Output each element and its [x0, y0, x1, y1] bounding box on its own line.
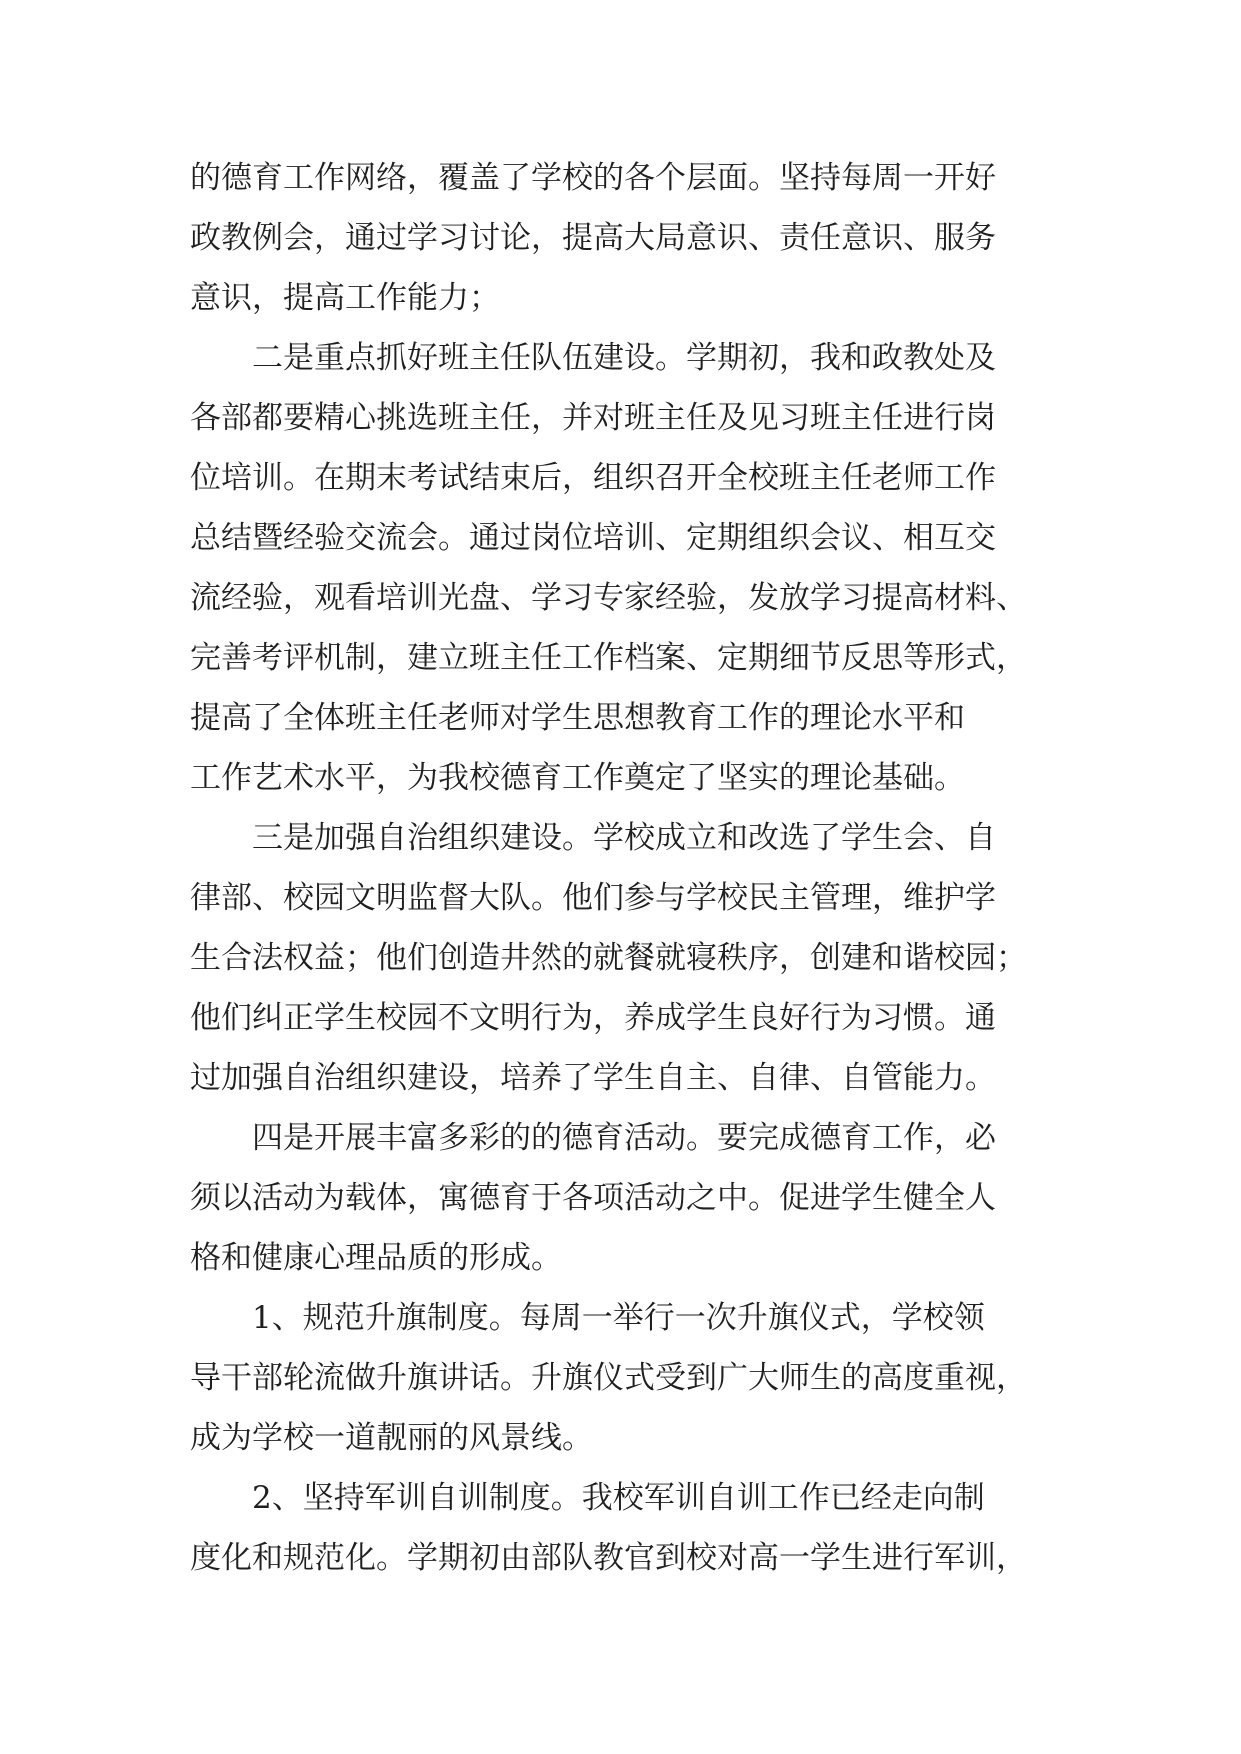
text-line: 过加强自治组织建设，培养了学生自主、自律、自管能力。	[190, 1060, 996, 1096]
text-line: 工作艺术水平，为我校德育工作奠定了坚实的理论基础。	[190, 760, 965, 796]
text-line: 各部都要精心挑选班主任，并对班主任及见习班主任进行岗	[190, 400, 996, 436]
paragraph-4	[190, 1108, 1070, 1288]
text-line: 位培训。在期末考试结束后，组织召开全校班主任老师工作	[190, 460, 996, 496]
paragraph-2	[190, 328, 1070, 808]
paragraph-1	[190, 148, 1070, 328]
text-line: 的德育工作网络，覆盖了学校的各个层面。坚持每周一开好	[190, 160, 996, 196]
text-line: 意识，提高工作能力；	[190, 280, 500, 316]
text-line: 流经验，观看培训光盘、学习专家经验，发放学习提高材料、	[190, 580, 1027, 616]
text-line: 生合法权益；他们创造井然的就餐就寝秩序，创建和谐校园；	[190, 940, 1027, 976]
text-line: 导干部轮流做升旗讲话。升旗仪式受到广大师生的高度重视，	[190, 1360, 1027, 1396]
text-line: 完善考评机制，建立班主任工作档案、定期细节反思等形式，	[190, 640, 1027, 676]
text-line: 2、坚持军训自训制度。我校军训自训工作已经走向制	[252, 1480, 985, 1516]
text-line: 三是加强自治组织建设。学校成立和改选了学生会、自	[252, 820, 996, 856]
document-body	[190, 148, 1070, 1588]
text-line: 他们纠正学生校园不文明行为，养成学生良好行为习惯。通	[190, 1000, 996, 1036]
paragraph-3	[190, 808, 1070, 1108]
text-line: 度化和规范化。学期初由部队教官到校对高一学生进行军训，	[190, 1540, 1027, 1576]
text-line: 格和健康心理品质的形成。	[190, 1240, 562, 1276]
text-line: 须以活动为载体，寓德育于各项活动之中。促进学生健全人	[190, 1180, 996, 1216]
paragraph-5	[190, 1288, 1070, 1468]
text-line: 二是重点抓好班主任队伍建设。学期初，我和政教处及	[252, 340, 996, 376]
text-line: 律部、校园文明监督大队。他们参与学校民主管理，维护学	[190, 880, 996, 916]
text-line: 1、规范升旗制度。每周一举行一次升旗仪式，学校领	[252, 1300, 985, 1336]
text-line: 总结暨经验交流会。通过岗位培训、定期组织会议、相互交	[190, 520, 996, 556]
text-line: 四是开展丰富多彩的的德育活动。要完成德育工作，必	[252, 1120, 996, 1156]
text-line: 成为学校一道靓丽的风景线。	[190, 1420, 593, 1456]
text-line: 政教例会，通过学习讨论，提高大局意识、责任意识、服务	[190, 220, 996, 256]
paragraph-6	[190, 1468, 1070, 1588]
text-line: 提高了全体班主任老师对学生思想教育工作的理论水平和	[190, 700, 965, 736]
